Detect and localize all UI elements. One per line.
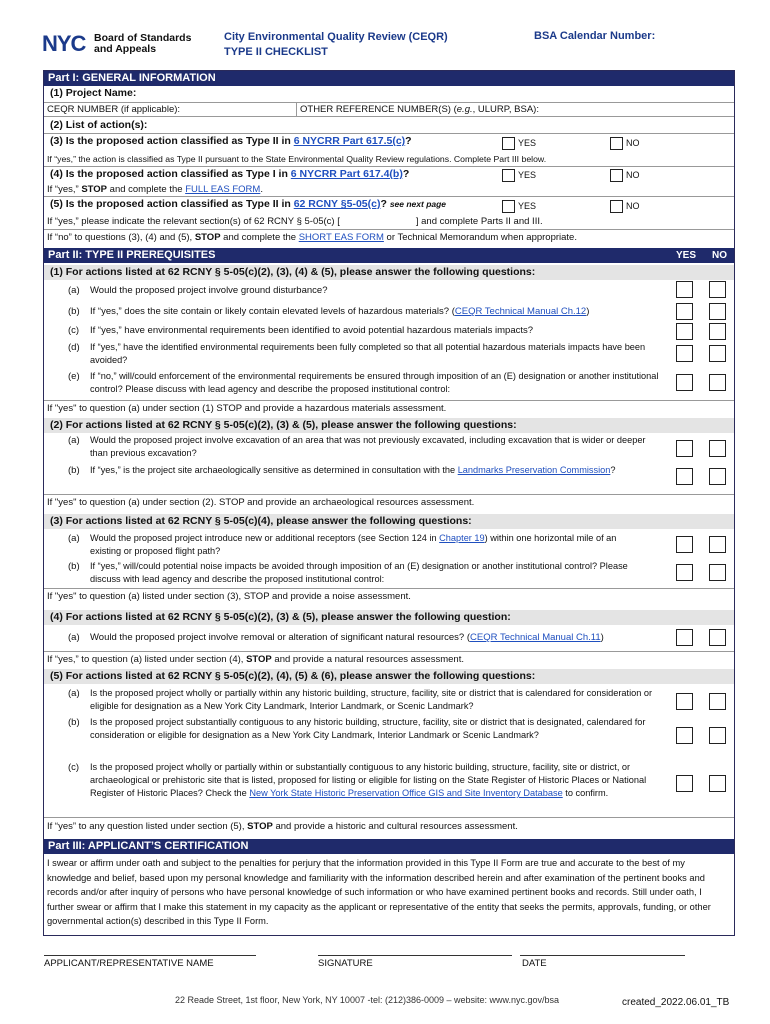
q5-no-checkbox[interactable] [610,200,623,213]
footer-created: created_2022.06.01_TB [622,997,730,1008]
s4-a-no-checkbox[interactable] [709,629,726,646]
ceqr-ch12-link[interactable]: CEQR Technical Manual Ch.12 [454,306,587,317]
s4-a-yes-checkbox[interactable] [676,629,693,646]
list-actions-label: (2) List of action(s): [50,119,148,131]
q4-no-checkbox[interactable] [610,169,623,182]
s1-c-text: If “yes,” have environmental requirements been identified to avoid potential hazardous materials impacts? [90,325,534,336]
q4-note: If “yes,” STOP and complete the FULL EAS FORM. [47,184,263,195]
s5-note: If “yes” to any question listed under section (5), STOP and provide a historic and cultural resources assessment. [47,821,518,832]
q3-note: If “yes,” the action is classified as Type II pursuant to the State Environmental Quality Review regulations. Complete Part III below. [47,154,547,164]
signature-line[interactable] [318,955,512,956]
calendar-number-label: BSA Calendar Number: [534,30,656,42]
question-3: (3) Is the proposed action classified as Type II in 6 NYCRR Part 617.5(c)? [50,135,412,147]
q5-link[interactable]: 62 RCNY §5-05(c) [293,198,381,210]
s5-heading: (5) For actions listed at 62 RCNY § 5-05(c)(2), (4), (5) & (6), please answer the following questions: [44,669,734,684]
logo-text: Board of Standards and Appeals [94,32,192,55]
divider [44,133,734,134]
q3-yes-label: YES [518,138,537,148]
part1-header: Part I: GENERAL INFORMATION [44,71,734,86]
divider [44,651,734,652]
s2-a-yes-checkbox[interactable] [676,440,693,457]
s3-a-yes-checkbox[interactable] [676,536,693,553]
s3-b-text: If “yes,” will/could potential noise impacts be avoided through imposition of an (E) designation or another institutional control? Please discuss with lead agency and describe the proposed institutional control: [90,561,628,584]
divider [44,166,734,167]
nys-shpo-link[interactable]: New York State Historic Preservation Office GIS and Site Inventory Database [249,788,563,798]
s1-e-text: If “no,” will/could enforcement of the environmental requirements be ensured through imposition of an (E) designation or another institutional control? Please discuss with lead agency and describe the proposed institutional control: [90,371,659,394]
s5-c-no-checkbox[interactable] [709,775,726,792]
applicant-name-line[interactable] [44,955,256,956]
s5-a-no-checkbox[interactable] [709,693,726,710]
q5-no-label: NO [626,201,640,211]
s2-b-label: (b) [68,465,80,476]
s1-a-label: (a) [68,285,80,296]
q3-yes-checkbox[interactable] [502,137,515,150]
s1-e-label: (e) [68,371,80,382]
divider [44,817,734,818]
date-line[interactable] [520,955,685,956]
s1-d-yes-checkbox[interactable] [676,345,693,362]
s1-c-label: (c) [68,325,80,336]
no-note: If “no” to questions (3), (4) and (5), STOP and complete the SHORT EAS FORM or Technical Memorandum when appropriate. [47,232,577,243]
q4-link[interactable]: 6 NYCRR Part 617.4(b) [290,168,403,180]
s4-a-label: (a) [68,632,80,643]
s1-b-no-checkbox[interactable] [709,303,726,320]
logo-mark: NYC [42,31,86,56]
s3-a-text: Would the proposed project introduce new or additional receptors (see Section 124 in Chapter 19) within one horizontal mile of an existing or proposed flight path? [90,533,617,556]
ceqr-number-label[interactable]: CEQR NUMBER (if applicable): [47,104,181,115]
q4-yes-label: YES [518,170,537,180]
s1-heading: (1) For actions listed at 62 RCNY § 5-05(c)(2), (3), (4) & (5), please answer the following questions: [44,265,734,280]
s1-b-label: (b) [68,306,80,317]
s2-b-text: If “yes,” is the project site archaeologically sensitive as determined in consultation with the Landmarks Preservation Commission? [90,465,616,475]
question-4: (4) Is the proposed action classified as Type I in 6 NYCRR Part 617.4(b)? [50,168,410,180]
project-name-label: (1) Project Name: [50,87,137,99]
divider [44,494,734,495]
s3-a-label: (a) [68,533,80,544]
col-no-label: NO [712,250,727,261]
divider [44,116,734,117]
s3-heading: (3) For actions listed at 62 RCNY § 5-05(c)(4), please answer the following questions: [44,514,734,529]
other-reference-label[interactable]: OTHER REFERENCE NUMBER(S) (e.g., ULURP, BSA): [300,104,539,115]
short-eas-form-link[interactable]: SHORT EAS FORM [298,232,384,243]
s1-c-no-checkbox[interactable] [709,323,726,340]
q3-no-checkbox[interactable] [610,137,623,150]
s3-b-yes-checkbox[interactable] [676,564,693,581]
date-label: DATE [522,958,547,969]
s5-b-text: Is the proposed project substantially contiguous to any historic building, structure, facility, site or district that is designated, calendared for consideration or eligible for designation as a New York City Landmark, Interior Landmark or Scenic Landmark? [90,717,646,740]
document-title: City Environmental Quality Review (CEQR) TYPE II CHECKLIST [224,31,448,58]
s1-a-no-checkbox[interactable] [709,281,726,298]
s2-note: If "yes" to question (a) under section (2). STOP and provide an archaeological resources assessment. [47,497,475,508]
landmarks-commission-link[interactable]: Landmarks Preservation Commission [457,465,611,475]
s1-d-no-checkbox[interactable] [709,345,726,362]
s5-a-text: Is the proposed project wholly or partially within any historic building, structure, facility, site or district that is calendared for consideration or eligible for designation as a New York City Landmark, Interior Landmark, or Scenic Landmark? [90,688,653,711]
s4-heading: (4) For actions listed at 62 RCNY § 5-05(c)(2), (3) & (5), please answer the following question: [44,610,734,625]
s5-c-label: (c) [68,762,80,773]
s5-c-text: Is the proposed project wholly or partially within or substantially contiguous to any historic building, structure, facility, site or district, or archaeological or prehistoric site that is listed, proposed for listing or eligible for listing on the State Register of Historic Places or National Register of Historic Places? Check the New York State Historic Preservation Office GIS and Site Inventory Database to confirm. [90,762,647,798]
part2-header: Part II: TYPE II PREREQUISITES [44,248,734,263]
footer-address: 22 Reade Street, 1st floor, New York, NY 10007 -tel: (212)386-0009 – website: www.nyc.gov/bsa [175,995,560,1005]
s5-b-label: (b) [68,717,80,728]
s1-e-yes-checkbox[interactable] [676,374,693,391]
s5-b-no-checkbox[interactable] [709,727,726,744]
s2-a-no-checkbox[interactable] [709,440,726,457]
s2-b-yes-checkbox[interactable] [676,468,693,485]
s3-b-label: (b) [68,561,80,572]
s5-a-yes-checkbox[interactable] [676,693,693,710]
q5-yes-checkbox[interactable] [502,200,515,213]
s1-a-text: Would the proposed project involve ground disturbance? [90,285,328,296]
s1-e-no-checkbox[interactable] [709,374,726,391]
s1-d-text: If “yes,” have the identified environmental requirements been fully completed so that all potential hazardous materials impacts have been avoided? [90,342,646,365]
s1-c-yes-checkbox[interactable] [676,323,693,340]
divider [296,102,297,116]
s1-note: If "yes" to question (a) under section (1) STOP and provide a hazardous materials assessment. [47,403,447,414]
chapter-19-link[interactable]: Chapter 19 [439,533,485,543]
s3-a-no-checkbox[interactable] [709,536,726,553]
col-yes-label: YES [676,250,697,261]
q3-no-label: NO [626,138,640,148]
s3-note: If "yes" to question (a) listed under section (3), STOP and provide a noise assessment. [47,591,411,602]
certification-text: I swear or affirm under oath and subject to the penalties for perjury that the information provided in this Type II Form are true and accurate to the best of my knowledge and belief, based upon my personal knowledge and familiarity with the information described herein and after examination of the pertinent books and records and/or after inquiry of persons who have personal knowledge of such information or who have examined pertinent books and records. Still under oath, I further swear or affirm that I make this statement in my capacity as the applicant or representative of the entity that seeks the permits, approvals, funding, or other governmental action(s) described in this Type II Form. [47,858,711,926]
divider [44,229,734,230]
s2-a-text: Would the proposed project involve excavation of an area that was not previously excavated, including excavation that is wider or deeper than previous excavation? [90,435,646,458]
part3-header: Part III: APPLICANT’S CERTIFICATION [44,839,734,854]
s1-a-yes-checkbox[interactable] [676,281,693,298]
question-5: (5) Is the proposed action classified as Type II in 62 RCNY §5-05(c)? see next page [50,198,447,210]
s1-b-yes-checkbox[interactable] [676,303,693,320]
nyc-logo [42,33,202,55]
s1-b-text: If “yes,” does the site contain or likely contain elevated levels of hazardous materials? (CEQR Technical Manual Ch.12) [90,306,590,317]
ceqr-ch11-link[interactable]: CEQR Technical Manual Ch.11 [470,632,601,643]
s5-c-yes-checkbox[interactable] [676,775,693,792]
s4-a-text: Would the proposed project involve removal or alteration of significant natural resources? (CEQR Technical Manual Ch.11) [90,632,604,643]
s5-b-yes-checkbox[interactable] [676,727,693,744]
s2-b-no-checkbox[interactable] [709,468,726,485]
q5-note: If “yes,” please indicate the relevant section(s) of 62 RCNY § 5-05(c) [ ] and complete Parts II and III. [47,216,543,227]
applicant-name-label: APPLICANT/REPRESENTATIVE NAME [44,958,214,969]
full-eas-form-link[interactable]: FULL EAS FORM [185,184,261,195]
form-frame [43,70,735,936]
s2-a-label: (a) [68,435,80,446]
q5-yes-label: YES [518,201,537,211]
q3-link[interactable]: 6 NYCRR Part 617.5(c) [293,135,406,147]
s4-note: If “yes,” to question (a) listed under section (4), STOP and provide a natural resources assessment. [47,654,464,665]
s3-b-no-checkbox[interactable] [709,564,726,581]
divider [44,588,734,589]
s1-d-label: (d) [68,342,80,353]
divider [44,400,734,401]
s2-heading: (2) For actions listed at 62 RCNY § 5-05(c)(2), (3) & (5), please answer the following questions: [44,418,734,433]
q4-no-label: NO [626,170,640,180]
q4-yes-checkbox[interactable] [502,169,515,182]
divider [44,196,734,197]
signature-label: SIGNATURE [318,958,373,969]
s5-a-label: (a) [68,688,80,699]
